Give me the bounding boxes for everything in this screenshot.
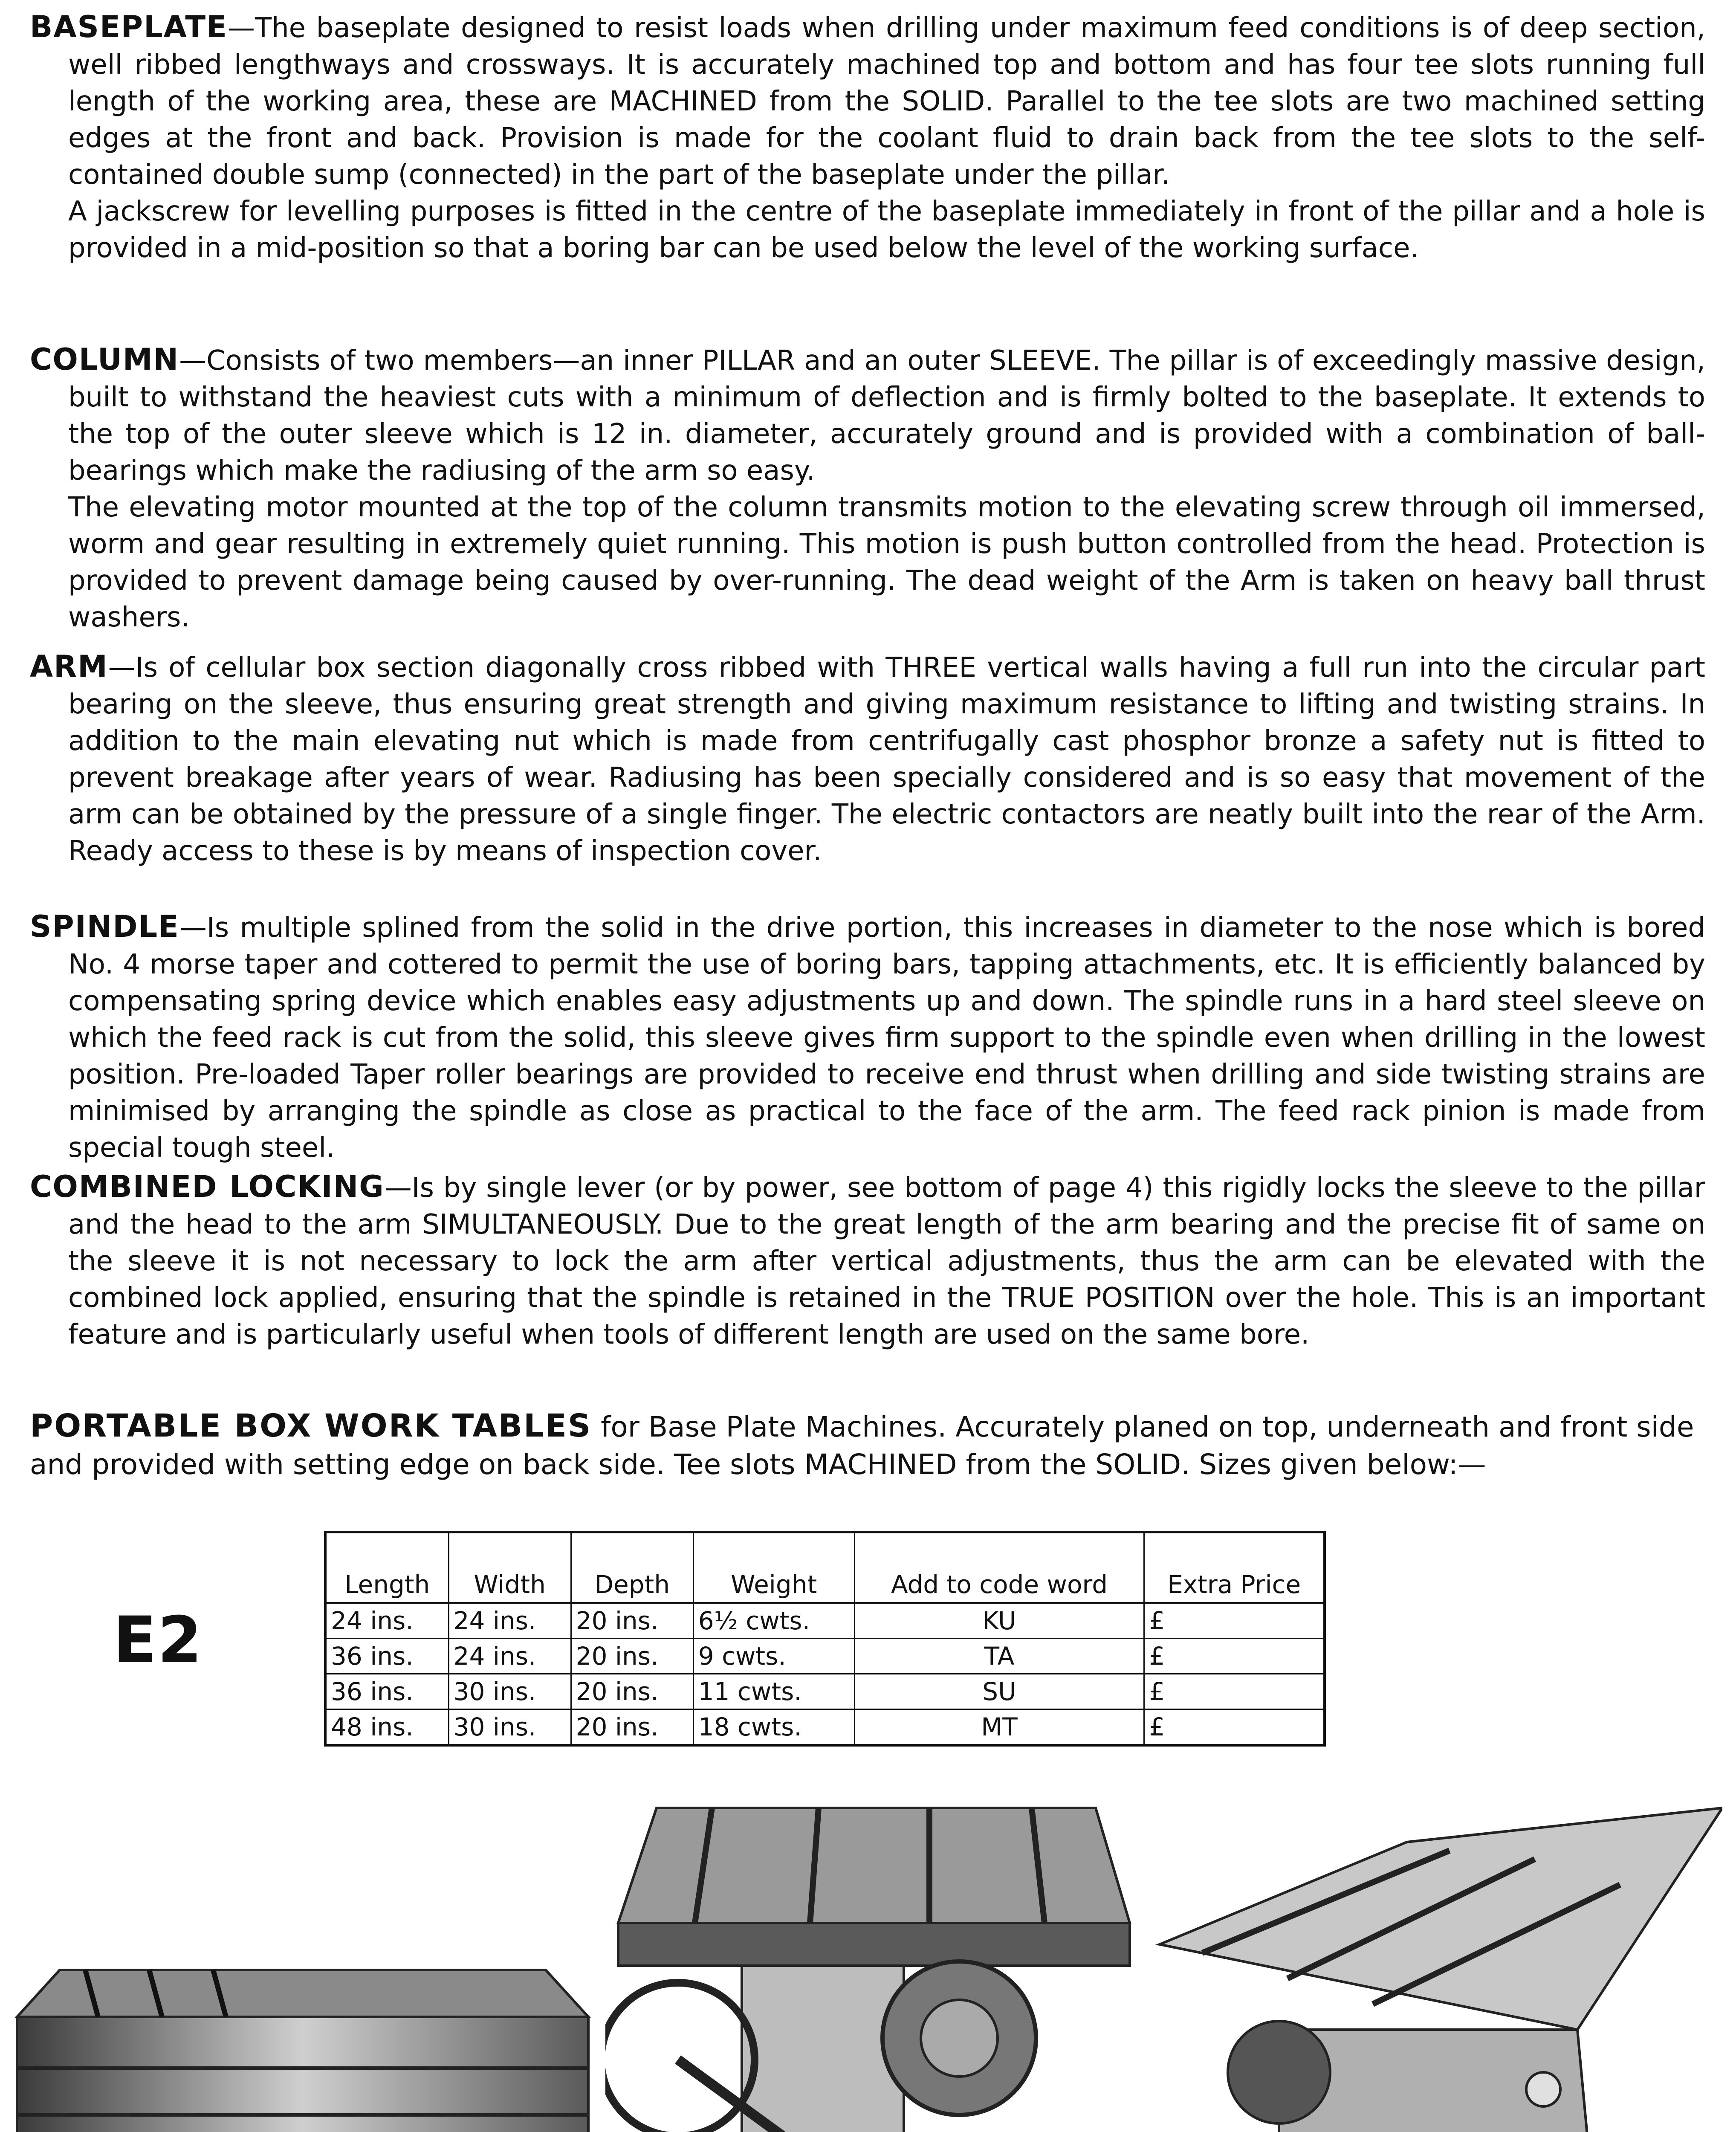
section-paragraph-2: The elevating motor mounted at the top of the column transmits motion to the elevating screw through oil immersed, worm and gear resulting in extremely quiet running. This motion is push button controlled from the head. Protection is provided to prevent damage being caused by over-running. The dead weight of the Arm is taken on heavy ball thrust washers. — [68, 492, 1705, 633]
table-row — [325, 1674, 1325, 1709]
table-header-row — [325, 1532, 1325, 1603]
col-header-length: Length — [325, 1532, 448, 1603]
portable-tables-intro — [30, 1407, 1705, 1483]
cell-depth: 20 ins. — [571, 1709, 693, 1746]
section-spindle — [30, 908, 1705, 1166]
section-baseplate — [30, 9, 1705, 266]
portable-text: for Base Plate Machines. Accurately planed on top, underneath and front side and provided with setting edge on back side. Tee slots MACHINED from the SOLID. Sizes given below:— — [30, 1411, 1694, 1481]
col-header-extra-price: Extra Price — [1144, 1532, 1325, 1603]
portable-heading: PORTABLE BOX WORK TABLES — [30, 1408, 592, 1444]
section-paragraph — [30, 9, 1705, 193]
cell-length: 36 ins. — [325, 1674, 448, 1709]
cell-price: £ — [1144, 1603, 1325, 1639]
cell-depth: 20 ins. — [571, 1603, 693, 1639]
section-arm — [30, 648, 1705, 869]
col-header-weight: Weight — [693, 1532, 854, 1603]
section-text: —Is by single lever (or by power, see bottom of page 4) this rigidly locks the sleeve to the pillar and the head to the arm SIMULTANEOUSLY. Due to the great length of the arm bearing and the precise fit of same on the sleeve it is not necessary to lock the arm after vertical adjustments, thus the arm can be elevated with the combined lock applied, ensuring that the spindle is retained in the TRUE POSITION over the hole. This is an important feature and is particularly useful when tools of different length are used on the same bore. — [68, 1172, 1706, 1350]
cell-code: SU — [854, 1674, 1144, 1709]
cell-length: 24 ins. — [325, 1603, 448, 1639]
e2-label: E2 — [113, 1603, 203, 1677]
table-row — [325, 1709, 1325, 1746]
table-row — [325, 1603, 1325, 1639]
cell-code: MT — [854, 1709, 1144, 1746]
table-row — [325, 1639, 1325, 1674]
sizes-table — [324, 1531, 1326, 1747]
cell-code: KU — [854, 1603, 1144, 1639]
section-text: —Consists of two members—an inner PILLAR and an outer SLEEVE. The pillar is of exceedingly massive design, built to withstand the heaviest cuts with a minimum of deflection and is firmly bolted to the baseplate. It extends to the top of the outer sleeve which is 12 in. diameter, accurately ground and is provided with a combination of ball-bearings which make the radiusing of the arm so easy. — [68, 345, 1705, 487]
cell-weight: 9 cwts. — [693, 1639, 854, 1674]
section-heading: COMBINED LOCKING — [30, 1169, 385, 1204]
cell-weight: 18 cwts. — [693, 1709, 854, 1746]
cell-price: £ — [1149, 1712, 1165, 1741]
col-header-code-word: Add to code word — [854, 1532, 1144, 1603]
section-heading: SPINDLE — [30, 909, 179, 944]
cell-code: TA — [854, 1639, 1144, 1674]
section-text: —The baseplate designed to resist loads when drilling under maximum feed conditions is of deep section, well ribbed lengthways and crossways. It is accurately machined top and bottom and has four tee slots running full length of the working area, these are MACHINED from the SOLID. Parallel to the tee slots are two machined setting edges at the front and back. Provision is made for the coolant fluid to drain back from the tee slots to the self-contained double sump (connected) in the part of the baseplate under the pillar. — [68, 12, 1705, 191]
cell-length: 48 ins. — [325, 1709, 448, 1746]
section-combined-locking — [30, 1168, 1705, 1353]
cell-price: £ — [1144, 1674, 1325, 1709]
section-text: —Is of cellular box section diagonally cross ribbed with THREE vertical walls having a full run into the circular part bearing on the sleeve, thus ensuring great strength and giving maximum resistance to lifting and twisting strains. In addition to the main elevating nut which is made from centrifugally cast phosphor bronze a safety nut is fitted to prevent breakage after years of wear. Radiusing has been specially considered and is so easy that movement of the arm can be obtained by the pressure of a single finger. The electric contactors are neatly built into the rear of the Arm. Ready access to these is by means of inspection cover. — [68, 652, 1705, 867]
section-paragraph-2: A jackscrew for levelling purposes is fitted in the centre of the baseplate immediately in front of the pillar and a hole is provided in a mid-position so that a boring bar can be used below the level of the working surface. — [68, 196, 1705, 264]
section-heading: BASEPLATE — [30, 9, 228, 44]
section-text: —Is multiple splined from the solid in the drive portion, this increases in diameter to the nose which is bored No. 4 morse taper and cottered to permit the use of boring bars, tapping attachments, etc. It is efficiently balanced by compensating spring device which enables easy adjustments up and down. The spindle runs in a hard steel sleeve on which the feed rack is cut from the solid, this sleeve gives firm support to the spindle even when drilling in the lowest position. Pre-loaded Taper roller bearings are provided to receive end thrust when drilling and side twisting strains are minimised by arranging the spindle as close as practical to the face of the arm. The feed rack pinion is made from special tough steel. — [68, 912, 1705, 1164]
cell-width: 30 ins. — [448, 1709, 571, 1746]
section-paragraph — [30, 341, 1705, 489]
cell-width: 24 ins. — [448, 1603, 571, 1639]
cell-weight: 6½ cwts. — [693, 1603, 854, 1639]
tilting-table-circular-image — [605, 1782, 1147, 2132]
section-heading: ARM — [30, 649, 108, 684]
cell-weight: 11 cwts. — [693, 1674, 854, 1709]
col-header-depth: Depth — [571, 1532, 693, 1603]
cell-width: 30 ins. — [448, 1674, 571, 1709]
cell-width: 24 ins. — [448, 1639, 571, 1674]
portable-box-work-table-image — [9, 1944, 605, 2132]
section-paragraph — [30, 908, 1705, 1166]
cell-length: 36 ins. — [325, 1639, 448, 1674]
cell-price: £ — [1144, 1639, 1325, 1674]
section-column — [30, 341, 1705, 636]
cell-depth: 20 ins. — [571, 1639, 693, 1674]
section-paragraph — [30, 1168, 1705, 1353]
section-heading: COLUMN — [30, 342, 179, 377]
section-paragraph — [30, 648, 1705, 869]
tilting-table-plain-image — [1151, 1765, 1722, 2132]
col-header-width: Width — [448, 1532, 571, 1603]
cell-depth: 20 ins. — [571, 1674, 693, 1709]
